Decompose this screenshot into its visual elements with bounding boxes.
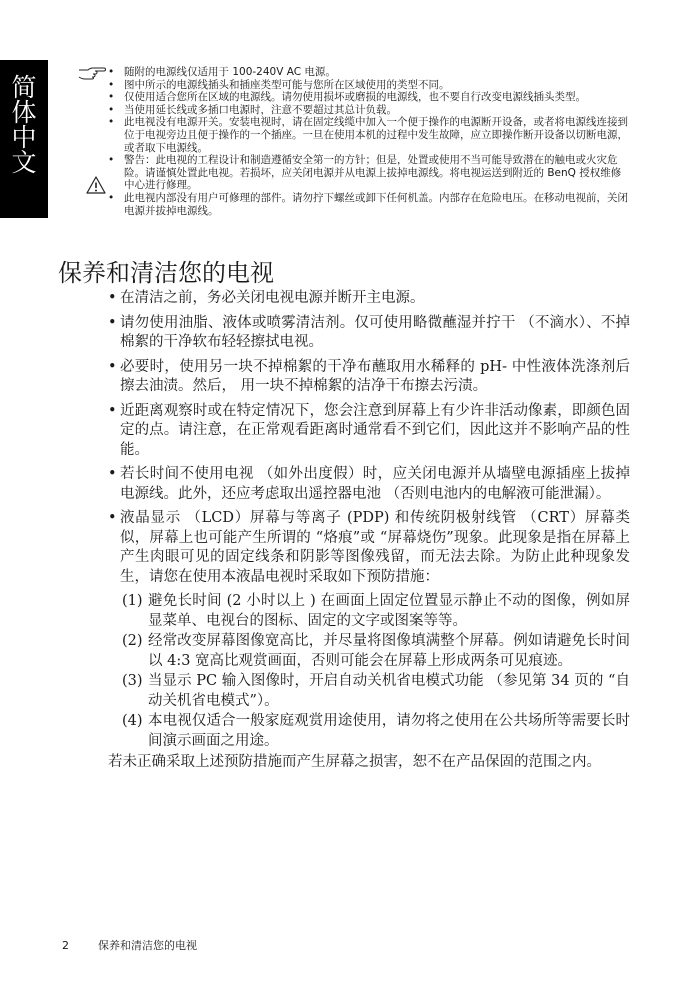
list-item: • 请勿使用油脂、液体或喷雾清洁剂。仅可使用略微蘸湿并拧干 （不滴水）、不掉棉絮的干净软布轻轻擦拭电视。 xyxy=(108,314,630,350)
numbered-item: (2) 经常改变屏幕图像宽高比，并尽量将图像填满整个屏幕。例如请避免长时间以 4:3 宽高比观赏画面，否则可能会在屏幕上形成两条可见痕迹。 xyxy=(122,633,630,669)
list-item: • 液晶显示 （LCD）屏幕与等离子 (PDP) 和传统阴极射线管 （CRT）屏幕类似，屏幕上也可能产生所谓的 “烙痕”或 “屏幕烧伤”现象。此现象是指在屏幕上产生肉眼可见的固定线条和阴影等图像残留，而无法去除。为防止此种现象发生，请您在使用本液晶电视时采取如下预防措施： xyxy=(108,510,630,585)
page-footer xyxy=(62,937,197,953)
section-heading: 保养和清洁您的电视 xyxy=(58,259,274,287)
language-tab xyxy=(0,60,48,218)
pointing-hand-icon xyxy=(78,66,106,80)
closing-note: 若未正确采取上述预防措施而产生屏幕之损害，恕不在产品保固的范围之内。 xyxy=(108,754,601,770)
numbered-item: (4) 本电视仅适合一般家庭观赏用途使用，请勿将之使用在公共场所等需要长时间演示画面之用途。 xyxy=(122,713,630,749)
note-item: • 此电视没有电源开关。安装电视时，请在固定线缆中加入一个便于操作的电源断开设备，或者将电源线连接到位于电视旁边且便于操作的一个插座。一旦在使用本机的过程中发生故障，应立即操作断开设备以切断电源，或者取下电源线。 xyxy=(108,116,628,154)
note-item: • 图中所示的电源线插头和插座类型可能与您所在区域使用的类型不同。 xyxy=(108,78,450,91)
warning-icon xyxy=(86,176,106,194)
page-number: 2 xyxy=(62,939,69,952)
numbered-item: (1) 避免长时间 (2 小时以上 ) 在画面上固定位置显示静止不动的图像，例如屏显菜单、电视台的图标、固定的文字或图案等等。 xyxy=(122,593,630,629)
note-item: • 随附的电源线仅适用于 100-240V AC 电源。 xyxy=(108,66,336,78)
numbered-item: (3) 当显示 PC 输入图像时，开启自动关机省电模式功能 （参见第 34 页的 “自动关机省电模式”）。 xyxy=(122,673,630,709)
note-item: • 仅使用适合您所在区域的电源线。请勿使用损坏或磨损的电源线，也不要自行改变电源线插头类型。 xyxy=(108,91,586,104)
note-item: • 此电视内部没有用户可修理的部件。请勿拧下螺丝或卸下任何机盖。内部存在危险电压。在移动电视前，关闭电源并拔掉电源线。 xyxy=(108,191,628,217)
list-item: • 若长时间不使用电视 （如外出度假）时，应关闭电源并从墙壁电源插座上拔掉电源线。此外，还应考虑取出遥控器电池 （否则电池内的电解液可能泄漏）。 xyxy=(108,466,630,502)
list-item: • 在清洁之前，务必关闭电视电源并断开主电源。 xyxy=(108,290,425,306)
language-tab-label: 简体中文 xyxy=(8,74,37,174)
footer-title: 保养和清洁您的电视 xyxy=(98,939,197,952)
main-content xyxy=(108,289,630,773)
note-item: • 警告：此电视的工程设计和制造遵循安全第一的方针；但是，处置或使用不当可能导致潜在的触电或火灾危险。请谨慎处置此电视。若损坏，应关闭电源并从电源上拔掉电源线。将电视运送到附近的 BenQ 授权维修中心进行修理。 xyxy=(108,154,622,192)
note-item: • 当使用延长线或多插口电源时，注意不要超过其总计负载。 xyxy=(108,103,397,116)
notes-list xyxy=(108,66,628,217)
list-item: • 必要时，使用另一块不掉棉絮的干净布蘸取用水稀释的 pH- 中性液体洗涤剂后擦去油渍。然后， 用一块不掉棉絮的洁净干布擦去污渍。 xyxy=(108,358,630,394)
list-item: • 近距离观察时或在特定情况下，您会注意到屏幕上有少许非活动像素，即颜色固定的点。请注意，在正常观看距离时通常看不到它们，因此这并不影响产品的性能。 xyxy=(108,402,630,458)
